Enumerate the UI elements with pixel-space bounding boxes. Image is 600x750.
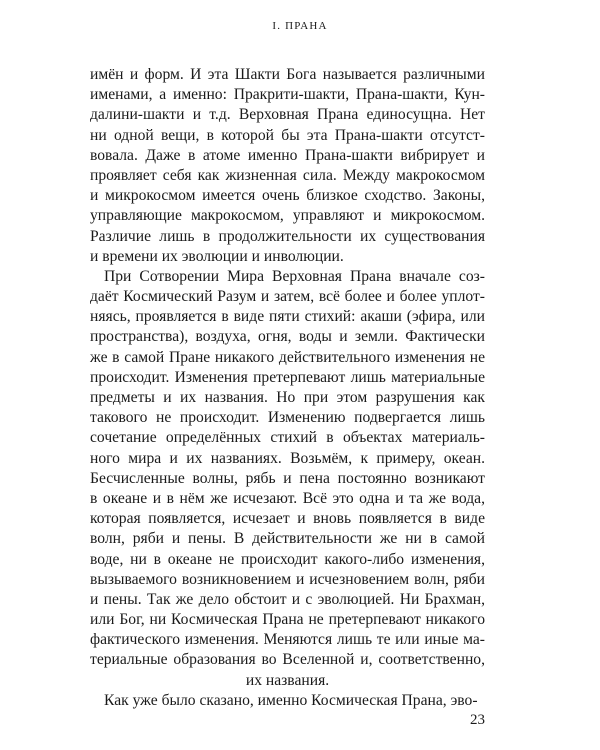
- text-line: волн, ряби и пены. В действительности же ни в самой: [90, 530, 485, 548]
- text-line: или Бог, ни Космическая Прана не претерпевают никакого: [90, 611, 485, 629]
- paragraph: [90, 65, 485, 267]
- text-line: ни одной вещи, в которой бы эта Прана-шакти отсутст-: [90, 126, 485, 144]
- paragraph: [90, 691, 485, 711]
- text-line: именами, а именно: Пракрити-шакти, Прана-шакти, Кун-: [90, 86, 485, 104]
- text-line: управляющие макрокосмом, управляют и микрокосмом.: [90, 207, 485, 225]
- body-text: [90, 65, 485, 711]
- text-line: няясь, проявляется в виде пяти стихий: акаши (эфира, или: [90, 308, 485, 326]
- text-line: ного мира и их названиях. Возьмём, к примеру, океан.: [90, 449, 485, 467]
- text-line: в океане и в нём же исчезают. Всё это одна и та же вода,: [90, 489, 485, 507]
- text-line: которая появляется, исчезает и вновь появляется в виде: [90, 510, 485, 528]
- text-line: и времени их эволюции и инволюции.: [90, 247, 344, 265]
- text-line: фактического изменения. Меняются лишь те или иные ма-: [90, 631, 485, 649]
- text-line: При Сотворении Мира Верховная Прана вначале соз-: [104, 267, 485, 285]
- text-line: Как уже было сказано, именно Космическая Прана, эво-: [104, 691, 478, 709]
- text-line: воде, ни в океане не происходит какого-либо изменения,: [90, 550, 485, 568]
- text-line: же в самой Пране никакого действительного изменения не: [90, 348, 485, 366]
- text-line: имён и форм. И эта Шакти Бога называется различными: [90, 66, 485, 83]
- text-line: териальные образования во Вселенной и, соответственно,: [90, 651, 485, 669]
- text-line: даёт Космический Разум и затем, всё более и более уплот-: [90, 288, 485, 306]
- text-line: происходит. Изменения претерпевают лишь материальные: [90, 368, 485, 386]
- text-line: пространства), воздуха, огня, воды и земли. Фактически: [90, 328, 485, 346]
- text-line: вызываемого возникновением и исчезновением волн, ряби: [90, 570, 485, 588]
- text-line: вовала. Даже в атоме именно Прана-шакти вибрирует и: [90, 146, 485, 164]
- text-line: проявляет себя как жизненная сила. Между макрокосмом: [90, 166, 485, 184]
- text-line: и пены. Так же дело обстоит и с эволюцией. Ни Брахман,: [90, 590, 485, 608]
- text-line: Бесчисленные волны, рябь и пена постоянно возникают: [90, 469, 485, 487]
- page-number: 23: [470, 712, 485, 728]
- text-line: предметы и их названия. Но при этом разрушения как: [90, 389, 485, 406]
- text-line: сочетание определённых стихий в объектах материаль-: [90, 429, 485, 447]
- text-line: их названия.: [245, 671, 330, 689]
- text-line: далини-шакти и т.д. Верховная Прана единосущна. Нет: [90, 106, 485, 124]
- text-line: Различие лишь в продолжительности их существования: [90, 227, 485, 245]
- text-line: и микрокосмом имеется очень близкое сходство. Законы,: [90, 187, 485, 205]
- running-head: I. ПРАНА: [272, 20, 328, 32]
- paragraph: [90, 267, 485, 691]
- text-line: такового не происходит. Изменению подвергается лишь: [90, 409, 485, 427]
